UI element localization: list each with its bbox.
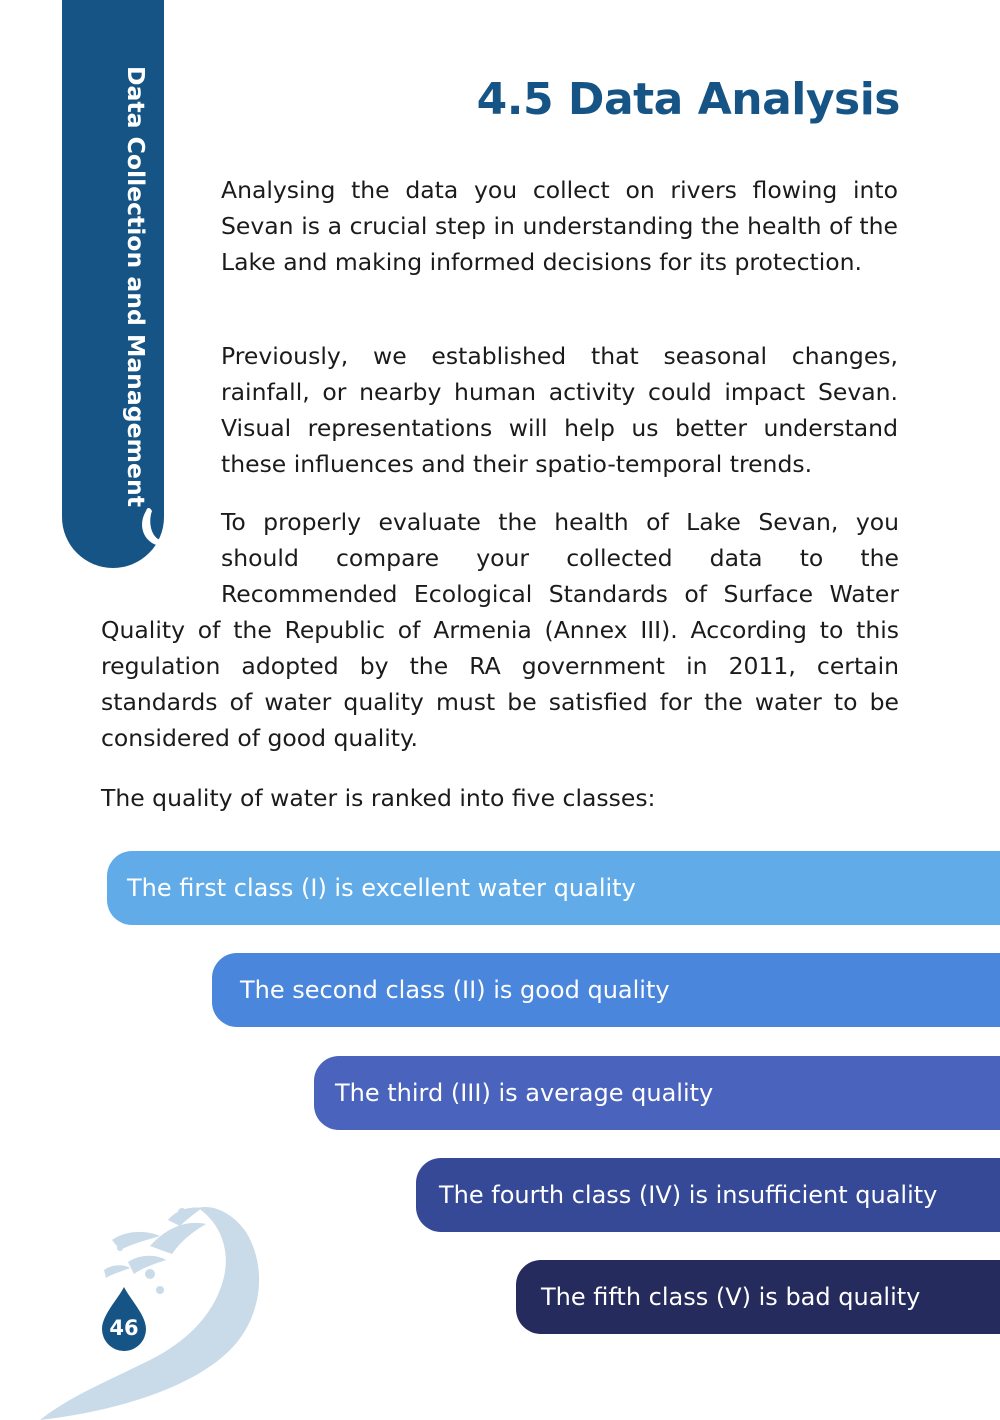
class-bar-second: The second class (II) is good quality: [212, 953, 1000, 1027]
class-bar-first: The first class (I) is excellent water quality: [107, 851, 1000, 925]
side-section-title: Data Collection and Management: [122, 66, 150, 507]
paragraph-intro: Analysing the data you collect on rivers flowing into Sevan is a crucial step in understanding the health of the Lake and making informed decisions for its protection.: [221, 176, 898, 276]
class-bar-fourth: The fourth class (IV) is insufficient quality: [416, 1158, 1000, 1232]
page-number: 46: [109, 1316, 139, 1340]
class-bar-third: The third (III) is average quality: [314, 1056, 1000, 1130]
class-bar-fifth: The fifth class (V) is bad quality: [516, 1260, 1000, 1334]
wave-splash-decoration: [0, 1150, 300, 1420]
paragraph-standards-block: [101, 504, 899, 756]
paragraph-standards: To properly evaluate the health of Lake Sevan, you should compare your collected data to the Recommended Ecological Standards of Surface Water Quality of the Republic of Armenia (Annex III). According to this regulation adopted by the RA government in 2011, certain standards of water quality must be satisfied for the water to be considered of good quality.: [101, 508, 899, 752]
page-title: 4.5 Data Analysis: [476, 74, 900, 125]
paragraph-influences: Previously, we established that seasonal changes, rainfall, or nearby human activity could impact Sevan. Visual representations will help us better understand these influences and their spatio-temporal trends.: [221, 342, 898, 478]
classes-intro: The quality of water is ranked into five classes:: [101, 784, 656, 812]
side-section-tab: [62, 0, 164, 568]
